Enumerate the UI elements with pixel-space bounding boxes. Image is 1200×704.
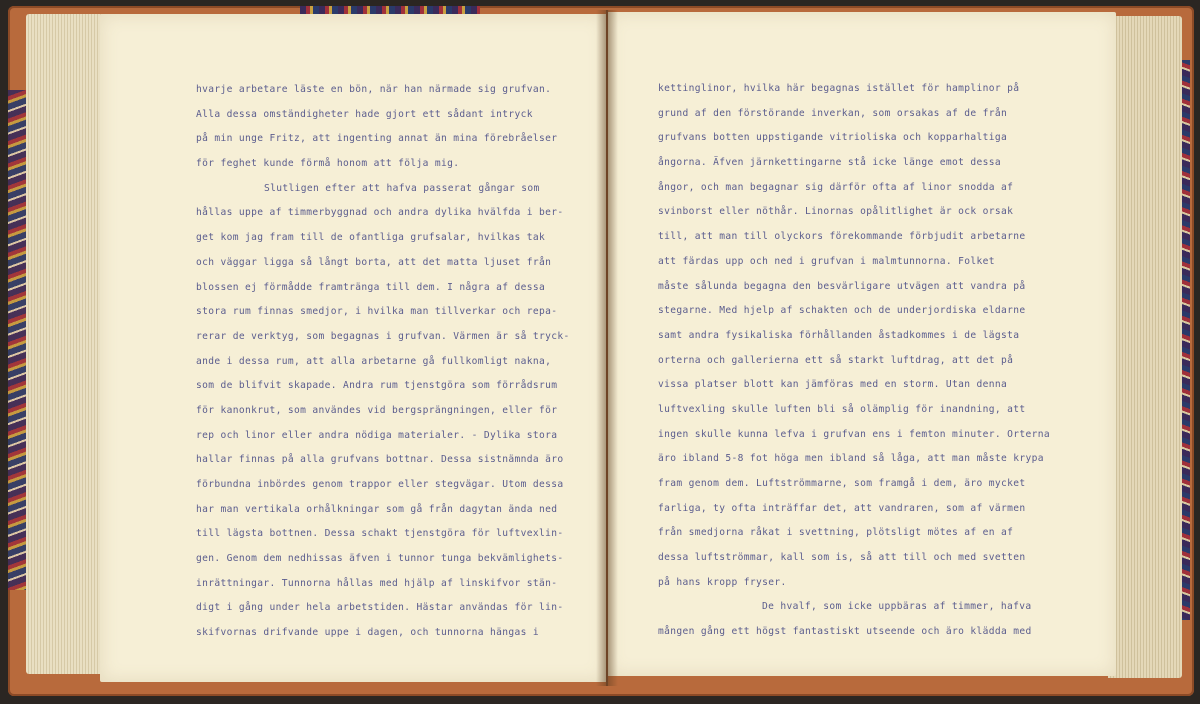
text-line: förbundna inbördes genom trappor eller stegvägar. Utom dessa	[196, 479, 564, 490]
text-line: orterna och gallerierna ett så starkt luftdrag, att det på	[658, 354, 1014, 366]
text-line: digt i gång under hela arbetstiden. Hästar användas för lin-	[196, 602, 564, 614]
text-line: stora rum finnas smedjor, i hvilka man tillverkar och repa-	[196, 306, 558, 318]
text-line: från smedjorna råkat i svettning, plötsligt mötes af en af	[658, 527, 1014, 539]
text-line: mången gång ett högst fantastiskt utseende och äro klädda med	[658, 626, 1032, 638]
text-line: för feghet kunde förmå honom att följa mig.	[196, 158, 460, 170]
text-line: rerar de verktyg, som begagnas i grufvan. Värmen är så tryck-	[196, 330, 570, 342]
text-line: fram genom dem. Luftströmmarne, som framgå i dem, äro mycket	[658, 478, 1026, 489]
text-line: Alla dessa omständigheter hade gjort ett sådant intryck	[196, 108, 533, 120]
text-line: och väggar ligga så långt borta, att det matta ljuset från	[196, 256, 552, 268]
text-line: dessa luftströmmar, kall som is, så att till och med svetten	[658, 552, 1026, 564]
text-line: blossen ej förmådde framtränga till dem. I några af dessa	[196, 281, 546, 293]
text-line: get kom jag fram till de ofantliga grufsalar, hvilkas tak	[196, 232, 546, 244]
text-line: ångor, och man begagnar sig därför ofta af linor snodda af	[658, 181, 1014, 193]
text-line: grufvans botten uppstigande vitrioliska och kopparhaltiga	[658, 132, 1008, 144]
text-line: inrättningar. Tunnorna hållas med hjälp af linskifvor stän-	[196, 577, 558, 589]
text-line: vissa platser blott kan jämföras med en storm. Utan denna	[658, 379, 1008, 391]
text-line: De hvalf, som icke uppbäras af timmer, hafva	[762, 601, 1032, 613]
text-line: samt andra fysikaliska förhållanden åstadkommes i de lägsta	[658, 329, 1020, 341]
page-stack-left	[26, 14, 108, 674]
text-line: hvarje arbetare läste en bön, när han närmade sig grufvan.	[196, 84, 552, 95]
text-line: svinborst eller nöthår. Linornas opålitlighet är ock orsak	[658, 206, 1014, 218]
right-page-text	[658, 77, 1050, 645]
text-line: grund af den förstörande inverkan, som orsakas af de från	[658, 107, 1008, 119]
text-line: farliga, ty ofta inträffar det, att vandraren, som af värmen	[658, 502, 1026, 514]
text-line: för kanonkrut, som användes vid bergsprängningen, eller för	[196, 404, 558, 416]
text-line: som de blifvit skapade. Andra rum tjenstgöra som förrådsrum	[196, 380, 558, 392]
text-line: äro ibland 5-8 fot höga men ibland så låga, att man måste krypa	[658, 453, 1044, 465]
text-line: Slutligen efter att hafva passerat gångar som	[264, 182, 540, 194]
text-line: ångorna. Äfven järnkettingarne stå icke länge emot dessa	[658, 157, 1002, 169]
text-line: gen. Genom dem nedhissas äfven i tunnor tunga bekvämlighets-	[196, 553, 564, 565]
text-line: ande i dessa rum, att alla arbetarne gå fullkomligt nakna,	[196, 355, 552, 367]
text-line: hållas uppe af timmerbyggnad och andra dylika hvälfda i ber-	[196, 207, 564, 219]
text-line: på min unge Fritz, att ingenting annat än mina förebråelser	[196, 133, 558, 145]
text-line: på hans kropp fryser.	[658, 576, 787, 588]
left-page-text	[196, 78, 570, 646]
book-gutter	[596, 10, 618, 686]
text-line: att färdas upp och ned i grufvan i malmtunnorna. Folket	[658, 255, 995, 267]
text-line: luftvexling skulle luften bli så olämplig för inandning, att	[658, 403, 1026, 415]
text-line: hallar finnas på alla grufvans bottnar. Dessa sistnämnda äro	[196, 454, 564, 466]
page-stack-right	[1108, 16, 1182, 678]
text-line: till, att man till olyckors förekommande förbjudit arbetarne	[658, 231, 1026, 243]
text-line: till lägsta bottnen. Dessa schakt tjenstgöra för luftvexlin-	[196, 528, 564, 540]
marbled-edge-left	[8, 90, 26, 590]
text-line: har man vertikala orhålkningar som gå från dagytan ända ned	[196, 503, 558, 515]
text-line: stegarne. Med hjelp af schakten och de underjordiska eldarne	[658, 305, 1026, 317]
text-line: kettinglinor, hvilka här begagnas istället för hamplinor på	[658, 83, 1020, 94]
text-line: skifvornas drifvande uppe i dagen, och tunnorna hängas i	[196, 627, 540, 639]
text-line: rep och linor eller andra nödiga materialer. - Dylika stora	[196, 429, 558, 441]
text-line: måste sålunda begagna den besvärligare utvägen att vandra på	[658, 280, 1026, 292]
text-line: ingen skulle kunna lefva i grufvan ens i femton minuter. Orterna	[658, 428, 1051, 440]
